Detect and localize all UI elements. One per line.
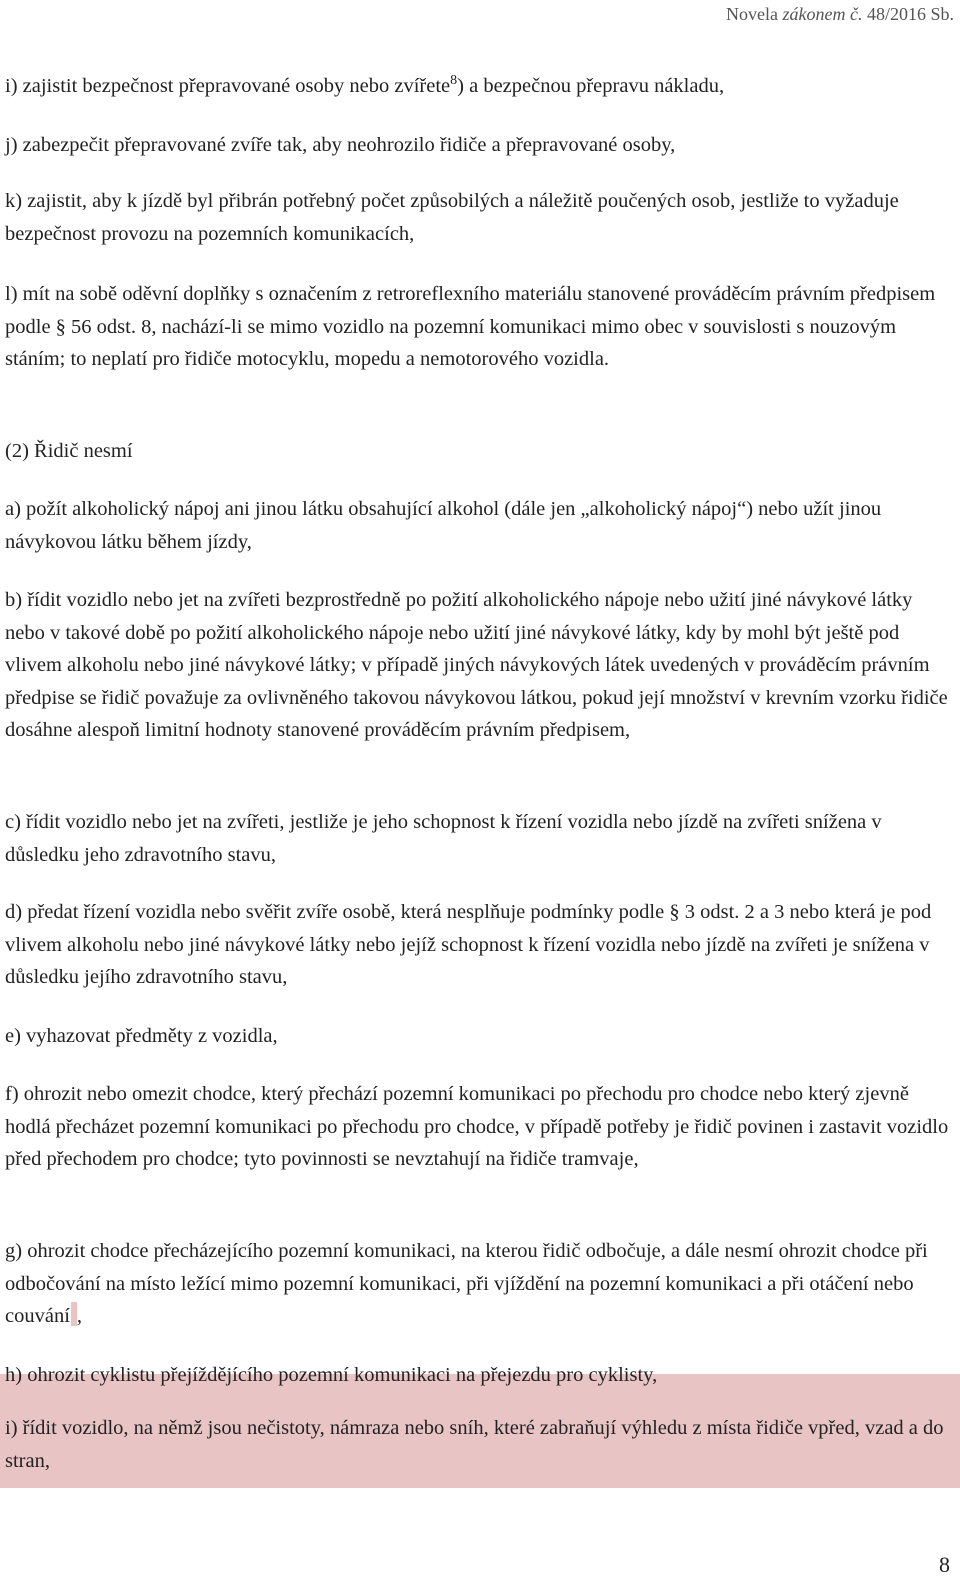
paragraph-j: j) zabezpečit přepravované zvíře tak, aby neohrozilo řidiče a přepravované osoby, — [5, 134, 676, 156]
paragraph-b: b) řídit vozidlo nebo jet na zvířeti bezprostředně po požití alkoholického nápoje nebo užití jiné návykové látky nebo v takové době po požití alkoholického nápoje nebo užití jiné návykové látky, kdy by mohl být ještě pod vlivem alkoholu nebo jiné návykové látky; v případě jiných návykových látek uvedených v prováděcím právním předpise se řidič považuje za ovlivněného takovou návykovou látkou, pokud její množství v krevním vzorku řidiče dosáhne alespoň limitní hodnoty stanovené prováděcím právním předpisem, — [5, 589, 948, 742]
paragraph-c: c) řídit vozidlo nebo jet na zvířeti, jestliže je jeho schopnost k řízení vozidla nebo jízdě na zvířeti snížena v důsledku jeho zdravotního stavu, — [5, 811, 882, 866]
paragraph-g — [5, 1235, 955, 1333]
footnote-ref: 8 — [450, 73, 458, 89]
paragraph-i2: i) řídit vozidlo, na němž jsou nečistoty, námraza nebo sníh, které zabraňují výhledu z místa řidiče vpřed, vzad a do stran, — [5, 1417, 944, 1472]
paragraph-i-text: i) zajistit bezpečnost přepravované osoby nebo zvířete — [5, 75, 451, 97]
paragraph-g-comma: , — [76, 1305, 83, 1328]
paragraph-e: e) vyhazovat předměty z vozidla, — [5, 1025, 278, 1047]
header-suffix: 48/2016 Sb. — [862, 4, 954, 24]
paragraph-h: h) ohrozit cyklistu přejíždějícího pozemní komunikaci na přejezdu pro cyklisty, — [5, 1364, 658, 1386]
paragraph-g-text: g) ohrozit chodce přecházejícího pozemní komunikaci, na kterou řidič odbočuje, a dále nesmí ohrozit chodce při odbočování na místo ležící mimo pozemní komunikaci, při vjíždění na pozemní komunikaci a při otáčení nebo couvání — [5, 1240, 928, 1328]
paragraph-i-end: ) a bezpečnou přepravu nákladu, — [457, 75, 725, 97]
running-header — [726, 4, 954, 25]
page-number: 8 — [939, 1552, 950, 1577]
paragraph-k: k) zajistit, aby k jízdě byl přibrán potřebný počet způsobilých a náležitě poučených osob, jestliže to vyžaduje bezpečnost provozu na pozemních komunikacích, — [5, 190, 899, 245]
paragraph-d: d) předat řízení vozidla nebo svěřit zvíře osobě, která nesplňuje podmínky podle § 3 odst. 2 a 3 nebo která je pod vlivem alkoholu nebo jiné návykové látky nebo jejíž schopnost k řízení vozidla nebo jízdě na zvířeti je snížena v důsledku jejího zdravotního stavu, — [5, 901, 932, 989]
paragraph-l: l) mít na sobě oděvní doplňky s označením z retroreflexního materiálu stanovené prováděcím právním předpisem podle § 56 odst. 8, nachází-li se mimo vozidlo na pozemní komunikaci mimo obec v souvislosti s nouzovým stáním; to neplatí pro řidiče motocyklu, mopedu a nemotorového vozidla. — [5, 283, 936, 371]
header-prefix: Novela — [726, 4, 783, 24]
header-italic: zákonem č. — [782, 4, 863, 24]
paragraph-i — [5, 70, 955, 103]
paragraph-f: f) ohrozit nebo omezit chodce, který přechází pozemní komunikaci po přechodu pro chodce nebo který zjevně hodlá přecházet pozemní komunikaci po přechodu pro chodce, v případě potřeby je řidič povinen i zastavit vozidlo před přechodem pro chodce; tyto povinnosti se nevztahují na řidiče tramvaje, — [5, 1083, 949, 1171]
paragraph-a: a) požít alkoholický nápoj ani jinou látku obsahující alkohol (dále jen „alkoholický nápoj“) nebo užít jinou návykovou látku během jízdy, — [5, 498, 882, 553]
section-2-heading: (2) Řidič nesmí — [5, 440, 133, 462]
